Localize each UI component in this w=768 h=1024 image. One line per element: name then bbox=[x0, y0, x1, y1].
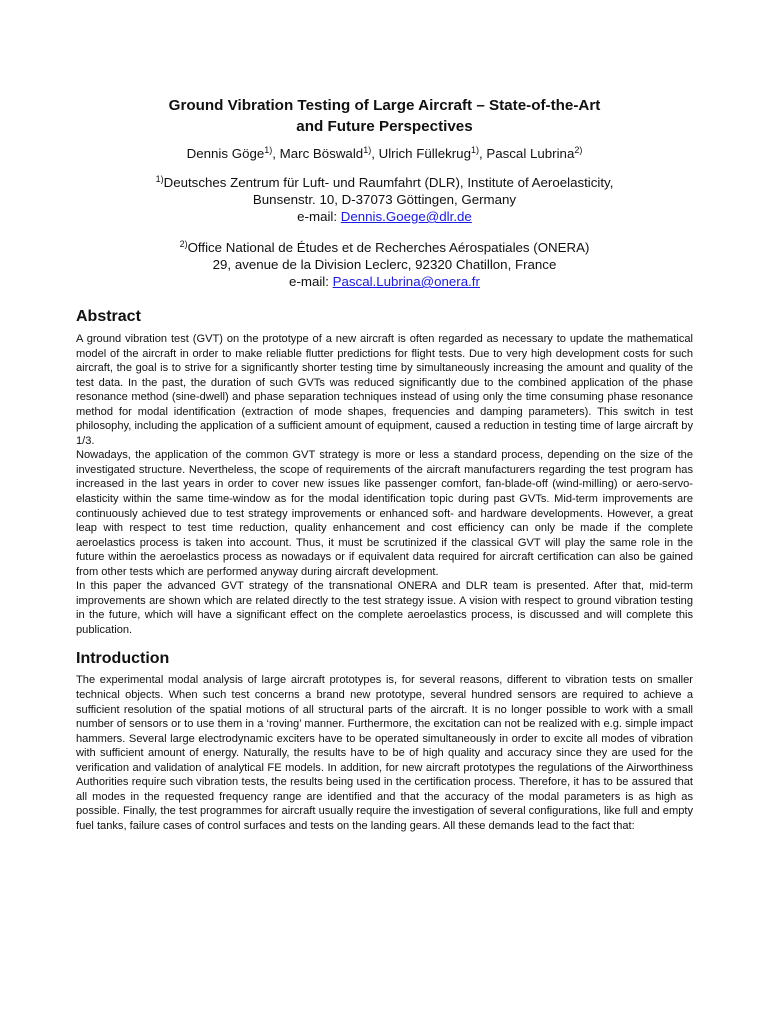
author-name: Pascal Lubrina bbox=[486, 146, 575, 161]
author-name: Dennis Göge bbox=[186, 146, 265, 161]
affiliation-onera bbox=[76, 239, 693, 290]
affiliation-address: Bunsenstr. 10, D-37073 Göttingen, Germany bbox=[252, 192, 517, 207]
abstract-heading: Abstract bbox=[76, 308, 141, 325]
abstract-paragraph: In this paper the advanced GVT strategy of the transnational ONERA and DLR team is presented. After that, mid-term improvements are shown which are related directly to the test strategy issue. A vision with respect to ground vibration testing in the future, which will have a significant effect on the complete aeroelastics process, is discussed and will complete this publication. bbox=[76, 580, 693, 636]
email-label: e-mail: bbox=[297, 209, 341, 224]
email-link-dlr[interactable]: Dennis.Goege@dlr.de bbox=[340, 209, 472, 224]
abstract-body bbox=[76, 332, 693, 637]
title-line-2: and Future Perspectives bbox=[296, 118, 473, 135]
introduction-heading: Introduction bbox=[76, 650, 170, 668]
affiliation-institute: Deutsches Zentrum für Luft- und Raumfahrt (DLR), Institute of Aeroelasticity, bbox=[163, 175, 614, 190]
affiliation-dlr bbox=[76, 174, 693, 225]
author-name: Ulrich Füllekrug bbox=[378, 146, 471, 161]
email-label: e-mail: bbox=[289, 274, 333, 289]
paper-page bbox=[76, 95, 693, 834]
paper-title bbox=[76, 95, 693, 137]
introduction-paragraph: The experimental modal analysis of large aircraft prototypes is, for several reasons, different to vibration tests on smaller technical objects. When such test concerns a brand new prototype, several hundred sensors are required to achieve a sufficient resolution of the spatial motions of all structural parts of the aircraft. It is no longer possible to work with a small number of sensors or to use them in a ‘roving’ manner. Furthermore, the excitation can not be realized with e.g. simple impact hammers. Several large electrodynamic exciters have to be operated simultaneously in order to excite all modes of vibration with sufficient amount of energy. Naturally, the results have to be of high quality and accuracy since they are used for the verification and validation of analytical FE models. In addition, for new aircraft prototypes the regulations of the Airworthiness Authorities require such vibration tests, the results being used in the certification process. Therefore, it has to be assured that all modes in the requested frequency range are identified and that the accuracy of the modal parameters is as high as possible. Finally, the test programmes for aircraft usually require the investigation of several configurations, like full and empty fuel tanks, failure cases of control surfaces and tests on the landing gears. All these demands lead to the fact that: bbox=[76, 674, 693, 832]
abstract-paragraph: A ground vibration test (GVT) on the prototype of a new aircraft is often regarded as necessary to update the mathematical model of the aircraft in order to make reliable flutter predictions for flight tests. Due to very high development costs for such aircraft, the goal is to strive for a significantly shorter testing time by simultaneously increasing the amount and quality of the test data. In the past, the duration of such GVTs was reduced significantly due to the combined application of the phase resonance method (sine-dwell) and phase separation techniques instead of using only the time consuming phase resonance method for modal identification (extraction of mode shapes, frequencies and damping parameters). This switch in test philosophy, including the application of a sufficient amount of equipment, caused a reduction in testing time of large aircraft by 1/3. bbox=[76, 333, 693, 447]
abstract-paragraph: Nowadays, the application of the common GVT strategy is more or less a standard process, depending on the size of the investigated structure. Nevertheless, the scope of requirements of the aircraft manufacturers regarding the test program has increased in the last years in order to cover new issues like passenger comfort, fan-blade-off (wind-milling) or aero-servo-elasticity within the same time-window as for the modal identification topic during past GVTs. Mid-term improvements are continuously achieved due to test strategy improvements or enhanced soft- and hardware developments. However, a great leap with respect to test time reduction, quality enhancement and cost efficiency can only be made if the complete aeroelastics process is taken into account. Thus, it must be scrutinized if the classical GVT will play the same role in the future within the aeroelastics process as nowadays or if equivalent data required for aircraft certification can also be gained from other tests which are performed anyway during aircraft development. bbox=[76, 449, 693, 578]
introduction-body bbox=[76, 673, 693, 833]
author-affiliation-marker: 2) bbox=[574, 145, 583, 155]
title-line-1: Ground Vibration Testing of Large Aircraft – State-of-the-Art bbox=[168, 97, 601, 114]
affiliation-marker: 1) bbox=[155, 174, 164, 184]
email-link-onera[interactable]: Pascal.Lubrina@onera.fr bbox=[332, 274, 480, 289]
author-name: Marc Böswald bbox=[279, 146, 364, 161]
author-affiliation-marker: 1) bbox=[363, 145, 372, 155]
affiliation-institute: Office National de Études et de Recherches Aérospatiales (ONERA) bbox=[187, 240, 590, 255]
author-list: Dennis Göge$^{1)}$, Marc Böswald$^{1)}$, Ulrich Füllekrug$^{1)}$, Pascal Lubrina$^{2)}$ bbox=[186, 145, 583, 161]
affiliation-address: 29, avenue de la Division Leclerc, 92320 Chatillon, France bbox=[212, 257, 557, 272]
author-affiliation-marker: 1) bbox=[264, 145, 273, 155]
affiliation-marker: 2) bbox=[179, 239, 188, 249]
author-affiliation-marker: 1) bbox=[470, 145, 479, 155]
